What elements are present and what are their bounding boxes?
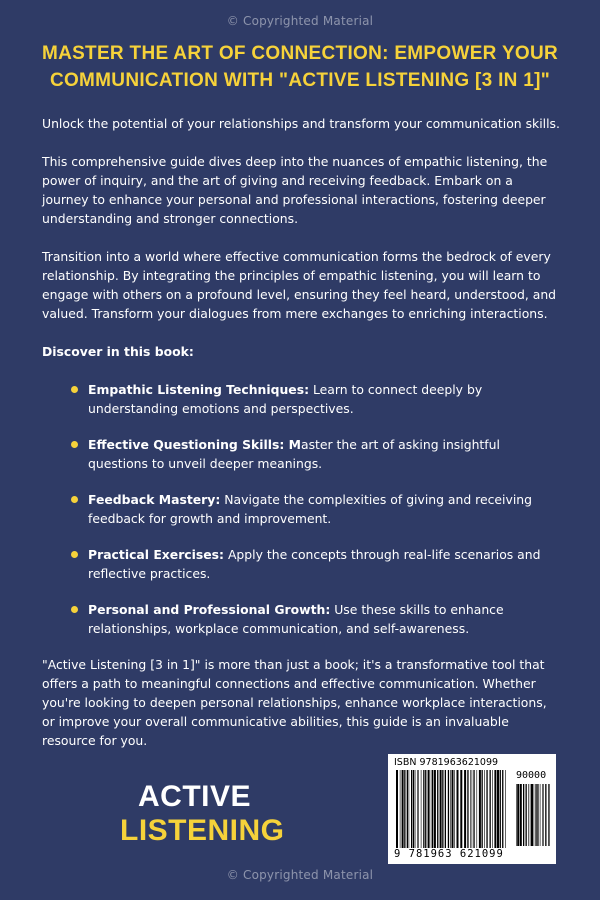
feature-title: Practical Exercises: [88,547,225,562]
back-cover-heading [40,40,560,94]
bullet-dot-icon [71,606,78,613]
intro-paragraph: Unlock the potential of your relationships and transform your communication skills. [42,116,560,131]
price-code: 90000 [516,770,547,781]
feature-text: aster the art of asking insightful questions to unveil deeper meanings. [88,437,500,471]
copyright-watermark-top: © Copyrighted Material [226,14,374,28]
feature-text: Use these skills to enhance relationships, workplace communication, and self-awareness. [88,602,504,636]
list-item [88,435,562,473]
heading-line-2: COMMUNICATION WITH "ACTIVE LISTENING [3 IN 1]" [49,70,551,91]
feature-text: Navigate the complexities of giving and receiving feedback for growth and improvement. [88,492,532,526]
list-item [88,545,562,583]
isbn-label: ISBN 9781963621099 [394,757,499,768]
feature-title: Empathic Listening Techniques: [88,382,310,397]
list-item [88,600,562,638]
bullet-dot-icon [71,551,78,558]
closing-paragraph: "Active Listening [3 in 1]" is more than just a book; it's a transformative tool that offers a path to meaningful connections and effective communication. Whether you're looking to deepen personal relationships, enhance workplace interactions, or improve your overall communicative abilities, this guide is an invaluable resource for you. [42,657,547,748]
feature-text: Learn to connect deeply by understanding emotions and perspectives. [88,382,483,416]
barcode-bars-icon [396,770,508,848]
list-item [88,380,562,418]
price-barcode-bars-icon [516,784,552,846]
isbn-digits: 9 781963 621099 [394,848,504,860]
isbn-barcode [388,754,556,864]
bullet-dot-icon [71,441,78,448]
feature-title: Effective Questioning Skills: M [88,437,301,452]
brand-word-active: ACTIVE [138,780,252,813]
feature-title: Feedback Mastery: [88,492,221,507]
description-body [42,114,562,769]
paragraph-1: This comprehensive guide dives deep into the nuances of empathic listening, the power of inquiry, and the art of giving and receiving feedback. Embark on a journey to enhance your personal and professional interactions, fostering deeper understanding and stronger connections. [42,154,548,226]
brand-word-listening: LISTENING [120,814,285,847]
brand-logo [120,780,285,848]
paragraph-2: Transition into a world where effective communication forms the bedrock of every relationship. By integrating the principles of empathic listening, you will learn to engage with others on a profound level, ensuring they feel heard, understood, and valued. Transform your dialogues from mere exchanges to enriching interactions. [42,249,557,321]
feature-text: Apply the concepts through real-life scenarios and reflective practices. [88,547,541,581]
discover-heading: Discover in this book: [42,344,194,359]
bullet-dot-icon [71,496,78,503]
copyright-watermark-bottom: © Copyrighted Material [226,868,374,882]
bullet-dot-icon [71,386,78,393]
feature-title: Personal and Professional Growth: [88,602,331,617]
list-item [88,490,562,528]
heading-line-1: MASTER THE ART OF CONNECTION: EMPOWER YOUR [41,43,559,64]
feature-list [42,380,562,638]
